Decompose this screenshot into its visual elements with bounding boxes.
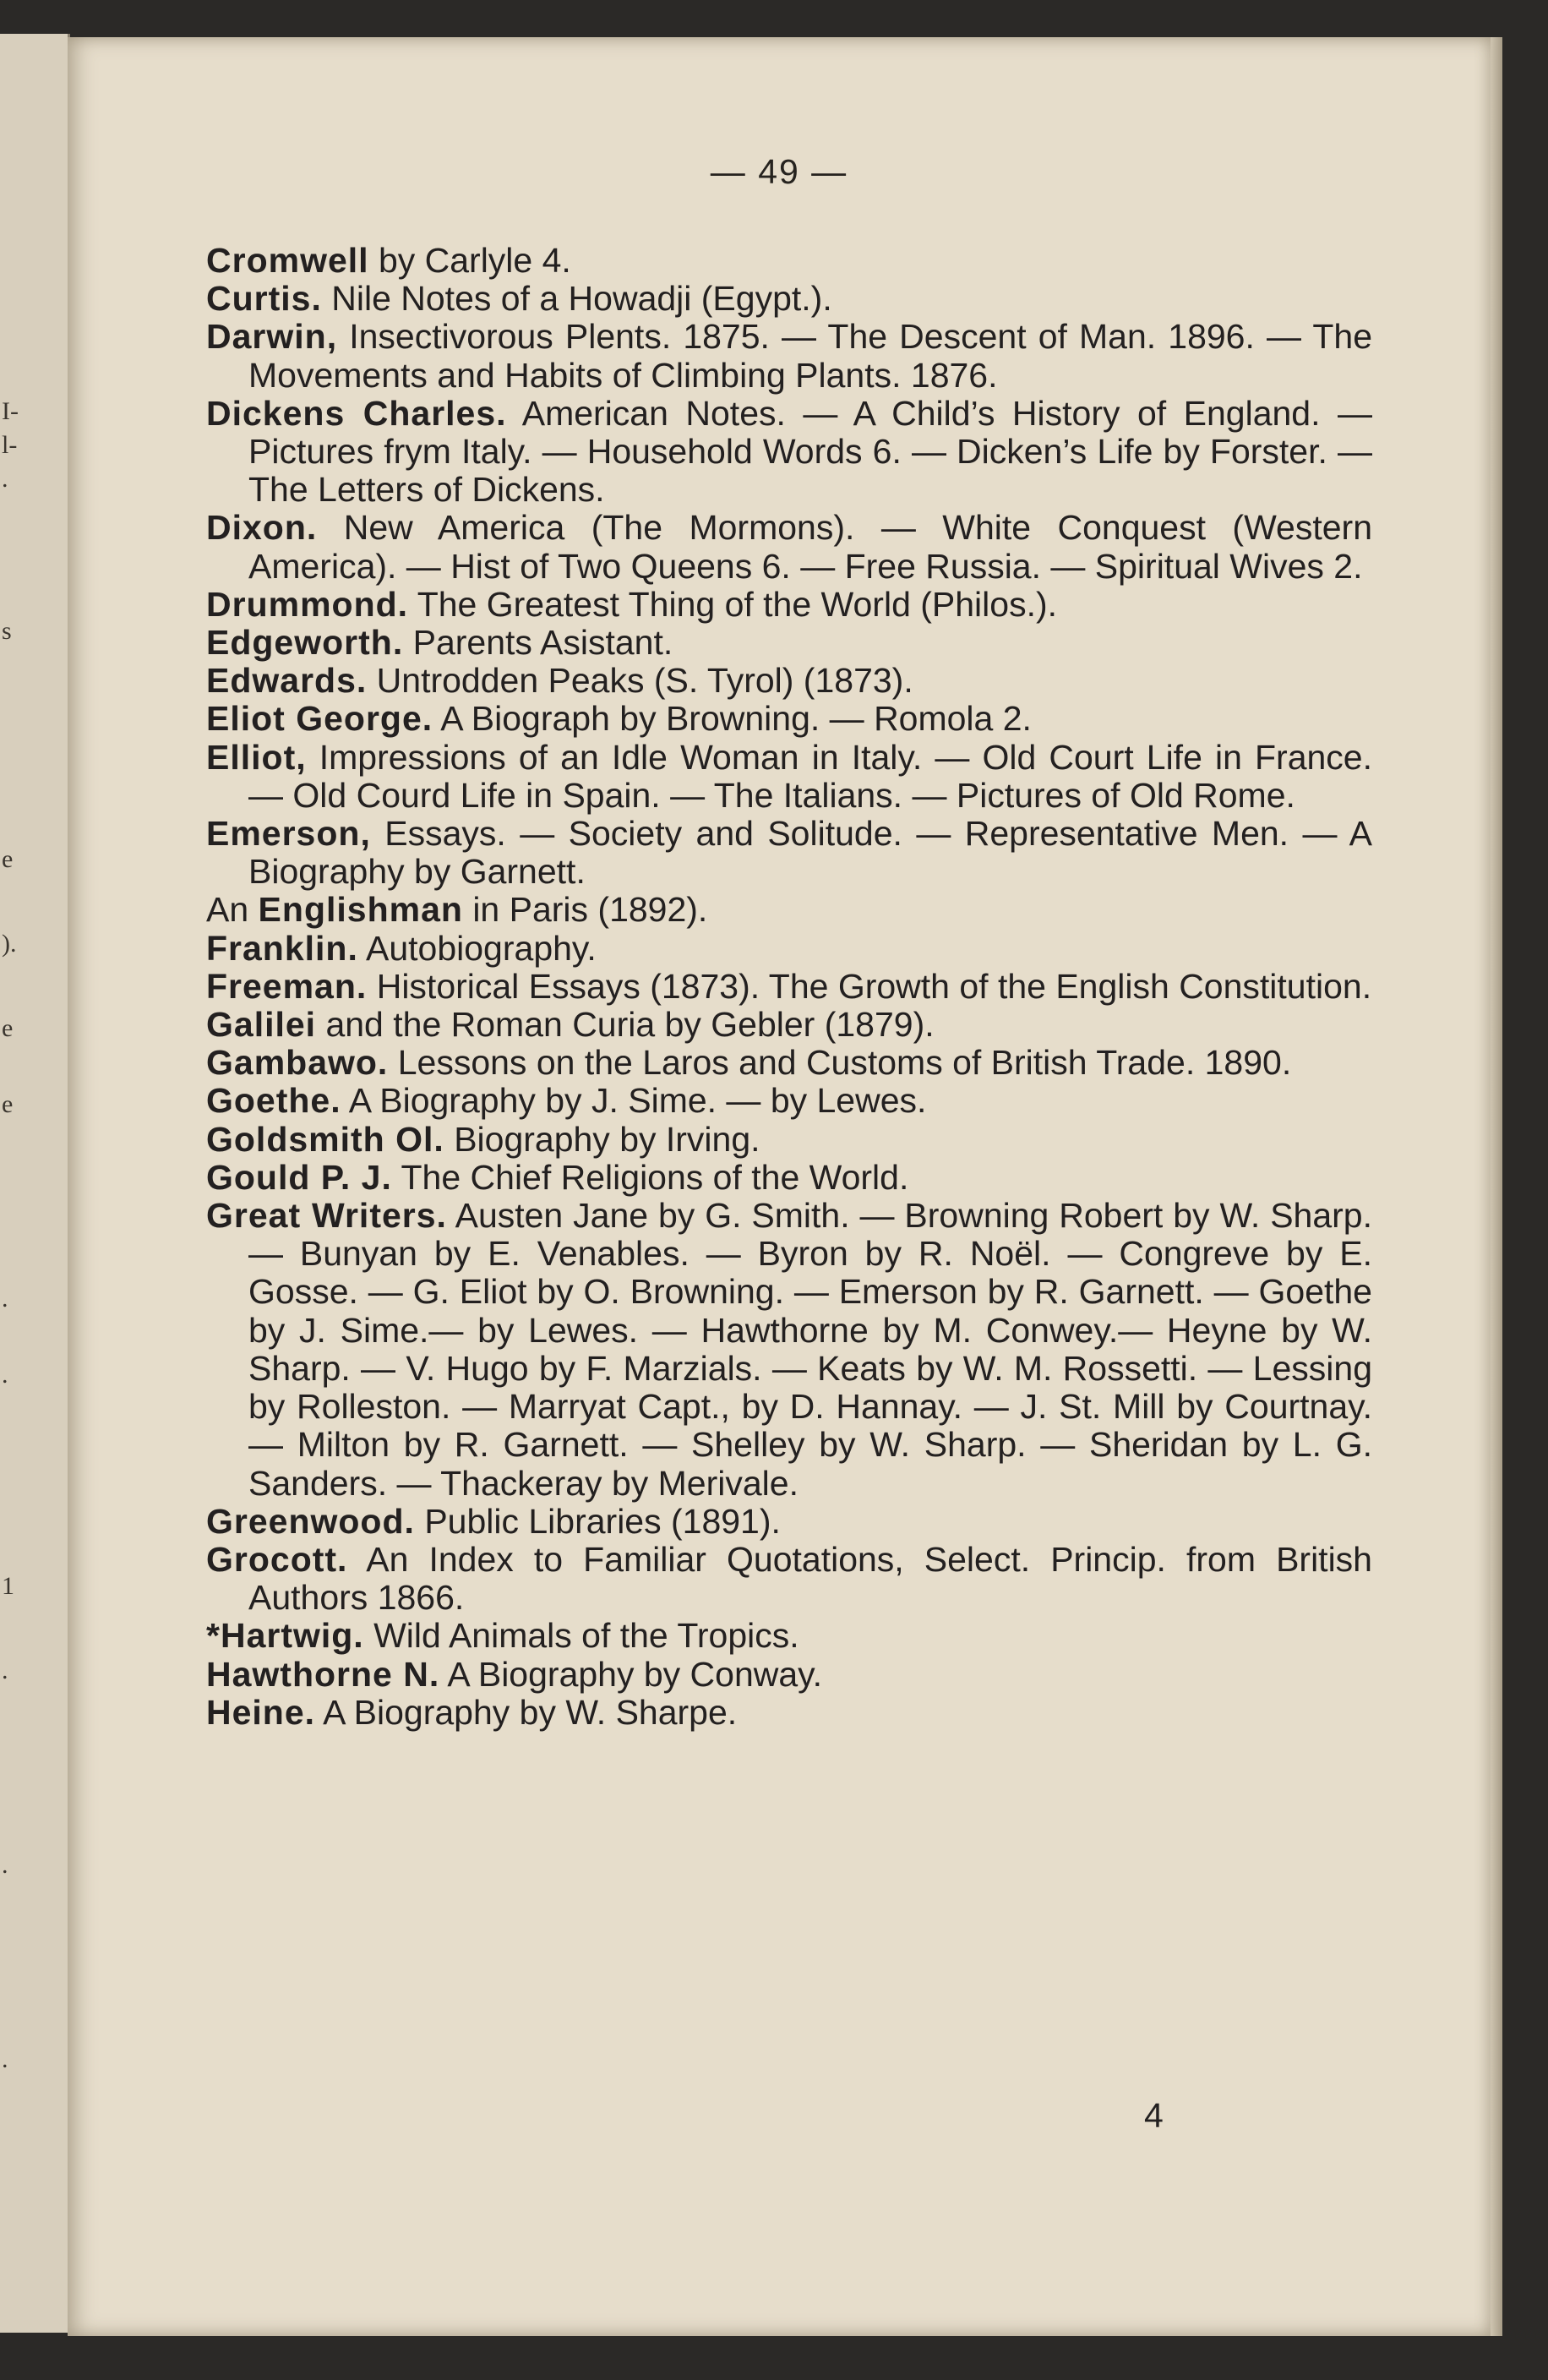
left-edge-char: I- — [2, 397, 19, 425]
entry-author: Goethe. — [206, 1081, 341, 1121]
left-edge-char: . — [2, 1285, 8, 1313]
entry — [206, 1617, 1372, 1655]
entry-text: An Index to Familiar Quotations, Select. Princip. from British Authors 1866. — [248, 1539, 1372, 1618]
entry-author: Darwin, — [206, 317, 338, 357]
left-edge-char: 1 — [2, 1572, 14, 1600]
entry — [206, 509, 1372, 585]
entry — [206, 1121, 1372, 1159]
entry-author: Grocott. — [206, 1539, 348, 1579]
entry-text: Insectivorous Plents. 1875. — The Descent of Man. 1896. — The Movements and Habits of Climbing Plants. 1876. — [248, 317, 1372, 395]
entry-author: Greenwood. — [206, 1501, 415, 1541]
left-edge-char: l- — [2, 431, 18, 459]
entry-text: Wild Animals of the Tropics. — [363, 1616, 799, 1656]
entry-author: Great Writers. — [206, 1196, 447, 1236]
left-edge-char: . — [2, 1657, 8, 1684]
entry-author: Dickens Charles. — [206, 393, 507, 433]
entry-author: Elliot, — [206, 737, 307, 777]
entry — [206, 1541, 1372, 1617]
entry-author: Cromwell — [206, 241, 369, 280]
entry — [206, 815, 1372, 891]
entry-text: Impressions of an Idle Woman in Italy. — Old Court Life in France. — Old Courd Life in Spain. — The Italians. — Pictures of Old Rome. — [248, 737, 1372, 815]
book-page — [68, 37, 1491, 2336]
signature-mark: 4 — [1144, 2096, 1164, 2135]
entry — [206, 700, 1372, 738]
entry-author: *Hartwig. — [206, 1616, 364, 1656]
entry — [206, 1044, 1372, 1082]
entry-author: Eliot George. — [206, 699, 433, 739]
entry-author: Dixon. — [206, 508, 318, 548]
entry-text: A Biography by W. Sharpe. — [315, 1692, 738, 1732]
entry-text: The Chief Religions of the World. — [391, 1157, 909, 1197]
entry-author: Curtis. — [206, 279, 322, 319]
page-number: — 49 — — [710, 152, 848, 191]
left-edge-char: . — [2, 1851, 8, 1879]
left-edge-char: ). — [2, 930, 17, 958]
bibliography-list — [206, 242, 1372, 1732]
entry-text: Public Libraries (1891). — [414, 1501, 781, 1541]
entry-author: Gambawo. — [206, 1043, 389, 1083]
entry — [206, 624, 1372, 662]
entry — [206, 1082, 1372, 1120]
entry-text: Nile Notes of a Howadji (Egypt.). — [321, 279, 832, 319]
entry — [206, 968, 1372, 1006]
entry-author: Edwards. — [206, 661, 368, 701]
entry-author: Edgeworth. — [206, 623, 404, 663]
entry-text: New America (The Mormons). — White Conquest (Western America). — Hist of Two Queens 6. — Free Russia. — Spiritual Wives 2. — [248, 508, 1372, 586]
entry — [206, 1656, 1372, 1694]
left-edge-char: . — [2, 465, 8, 493]
entry — [206, 395, 1372, 510]
entry-author: Englishman — [258, 890, 463, 930]
entry-text: A Biography by J. Sime. — by Lewes. — [341, 1081, 927, 1121]
entry — [206, 739, 1372, 815]
page-edge — [1491, 37, 1502, 2336]
left-edge-char: s — [2, 617, 12, 645]
left-edge-char: . — [2, 1361, 8, 1389]
entry-text: American Notes. — A Child’s History of England. — Pictures frym Italy. — Household Words 6. — Dicken’s Life by Forster. — The Letters of Dickens. — [248, 393, 1372, 510]
entry-author: Goldsmith Ol. — [206, 1119, 444, 1159]
entry-author: Galilei — [206, 1005, 317, 1045]
entry-text: A Biograph by Browning. — Romola 2. — [433, 699, 1032, 739]
left-edge-char: e — [2, 1014, 14, 1042]
entry — [206, 1159, 1372, 1197]
left-edge-char: e — [2, 845, 14, 873]
entry — [206, 930, 1372, 968]
entry-text: Biography by Irving. — [444, 1119, 760, 1159]
entry-author: Emerson, — [206, 814, 371, 854]
entry-text: Essays. — Society and Solitude. — Representative Men. — A Biography by Garnett. — [248, 814, 1372, 892]
entry-author: Drummond. — [206, 584, 409, 624]
entry-author: Freeman. — [206, 966, 368, 1006]
entry — [206, 662, 1372, 700]
entry-text: A Biography by Conway. — [439, 1654, 823, 1694]
left-edge-char: . — [2, 2045, 8, 2073]
entry-text: Austen Jane by G. Smith. — Browning Robert by W. Sharp. — Bunyan by E. Venables. — Byron by R. Noël. — Congreve by E. Gosse. — G. Eliot by O. Browning. — Emerson by R. Garnett. — Goethe by J. Sime.— by Lewes. — Hawthorne by M. Conwey.— Heyne by W. Sharp. — V. Hugo by F. Marzials. — Keats by W. M. Rossetti. — Lessing by Rolleston. — Marryat Capt., by D. Hannay. — J. St. Mill by Courtnay. — Milton by R. Garnett. — Shelley by W. Sharp. — Sheridan by L. G. Sanders. — Thackeray by Merivale. — [248, 1196, 1372, 1503]
entry-author: Gould P. J. — [206, 1157, 392, 1197]
entry — [206, 1503, 1372, 1541]
entry-author: Franklin. — [206, 928, 358, 968]
entry-text: Untrodden Peaks (S. Tyrol) (1873). — [367, 661, 913, 701]
entry-text: Historical Essays (1873). The Growth of the English Constitution. — [367, 966, 1372, 1006]
entry — [206, 586, 1372, 624]
entry-text: Parents Asistant. — [403, 623, 673, 663]
entry — [206, 280, 1372, 318]
entry-prefix: An — [206, 890, 259, 930]
entry-text: Lessons on the Laros and Customs of British Trade. 1890. — [388, 1043, 1292, 1083]
left-page-edge — [0, 34, 70, 2333]
entry — [206, 242, 1372, 280]
entry-text: The Greatest Thing of the World (Philos.). — [408, 584, 1058, 624]
entry-text: and the Roman Curia by Gebler (1879). — [316, 1005, 935, 1045]
entry-text: in Paris (1892). — [462, 890, 708, 930]
entry-author: Heine. — [206, 1692, 316, 1732]
entry — [206, 1197, 1372, 1503]
entry-author: Hawthorne N. — [206, 1654, 440, 1694]
entry-text: by Carlyle 4. — [368, 241, 571, 280]
entry — [206, 1006, 1372, 1044]
entry — [206, 1694, 1372, 1732]
entry — [206, 318, 1372, 394]
left-edge-char: e — [2, 1090, 14, 1118]
entry-text: Autobiography. — [357, 928, 597, 968]
entry — [206, 891, 1372, 929]
